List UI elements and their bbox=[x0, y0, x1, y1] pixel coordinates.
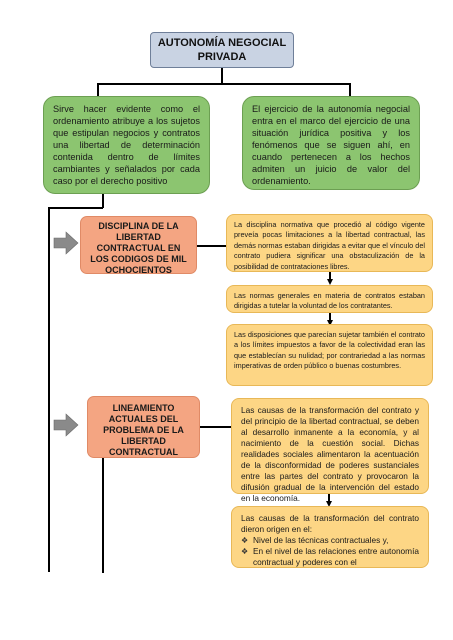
section2-label: LINEAMIENTO ACTUALES DEL PROBLEMA DE LA LIBERTAD CONTRACTUAL bbox=[103, 403, 184, 457]
connector-right-down bbox=[349, 83, 351, 97]
section2-box2 bbox=[231, 506, 429, 568]
connector-title-down bbox=[221, 68, 223, 84]
section1-label: DISCIPLINA DE LA LIBERTAD CONTRACTUAL EN LOS CODIGOS DE MIL OCHOCIENTOS bbox=[90, 221, 187, 275]
spine-link bbox=[102, 194, 104, 208]
green-box-right bbox=[242, 96, 420, 190]
section2-box1 bbox=[231, 398, 429, 503]
green-right-text: El ejercicio de la autonomía negocial entra en el marco del ejercicio de una situación jurídica positiva y los fenómenos que se siguen ahí, en cuando pertenecen a los hechos admiten un juicio de valor del ordenamiento. bbox=[252, 104, 410, 186]
connector-horizontal-top bbox=[97, 83, 350, 85]
connector-left-down bbox=[97, 83, 99, 97]
section2-connector bbox=[200, 426, 232, 428]
bullet-text: Nivel de las técnicas contractuales y, bbox=[253, 535, 389, 545]
section1-box2-text: Las normas generales en materia de contratos estaban dirigidas a tutelar la voluntad de los contratantes. bbox=[234, 291, 425, 311]
left-spine-line bbox=[48, 207, 50, 572]
diamond-bullet-icon: ❖ bbox=[241, 547, 249, 556]
section1-label-box bbox=[80, 216, 197, 274]
section1-box3 bbox=[226, 324, 433, 386]
section1-box1-text: La disciplina normativa que procedió al código vigente preveía pocas limitaciones a la libertad contractual, las demás normas estaban dirigidas a evitar que el vínculo del contrato pudiera significar una obstaculización de la posibilidad de contrataciones libres. bbox=[234, 220, 425, 271]
spine-top-cap bbox=[48, 207, 103, 209]
bullet-item bbox=[241, 535, 419, 546]
section1-box2 bbox=[226, 285, 433, 313]
section2-box2-intro: Las causas de la transformación del contrato dieron origen en el: bbox=[241, 513, 419, 534]
green-box-left bbox=[43, 96, 210, 194]
diamond-bullet-icon: ❖ bbox=[241, 536, 249, 545]
bullet-text: En el nivel de las relaciones entre autonomía contractual y poderes con el bbox=[253, 546, 419, 567]
section1-box3-text: Las disposiciones que parecían sujetar también el contrato a los límites impuestos a favor de la colectividad eran las que establecían su nulidad; por contrariedad a las normas imperativas de orden público o buenas costumbres. bbox=[234, 330, 425, 371]
section2-box1-text: Las causas de la transformación del contrato y del principio de la libertad contractual, se deben al desarrollo inmanente a la economía, y al nacimiento de la cuestión social. Dichas realidades sociales alimentaron la acentuación de la disconformidad de poderes sustanciales entre las partes del contrato y provocaron la difusión gradual de la intervención del estado en la economía. bbox=[241, 405, 419, 503]
grey-arrow-icon bbox=[54, 414, 78, 436]
section1-connector bbox=[197, 245, 227, 247]
section1-box1 bbox=[226, 214, 433, 272]
section2-down-line bbox=[102, 458, 104, 573]
grey-arrow-icon bbox=[54, 232, 78, 254]
section2-label-box bbox=[87, 396, 200, 458]
bullet-item bbox=[241, 546, 419, 568]
title-text: AUTONOMÍA NEGOCIAL PRIVADA bbox=[157, 37, 287, 63]
green-left-text: Sirve hacer evidente como el ordenamiento atribuye a los sujetos que estipulan negocios y contratos una libertad de determinación contenida dentro de límites cambiantes y señalados por cada caso por el derecho positivo bbox=[53, 104, 200, 186]
title-box bbox=[150, 32, 294, 68]
